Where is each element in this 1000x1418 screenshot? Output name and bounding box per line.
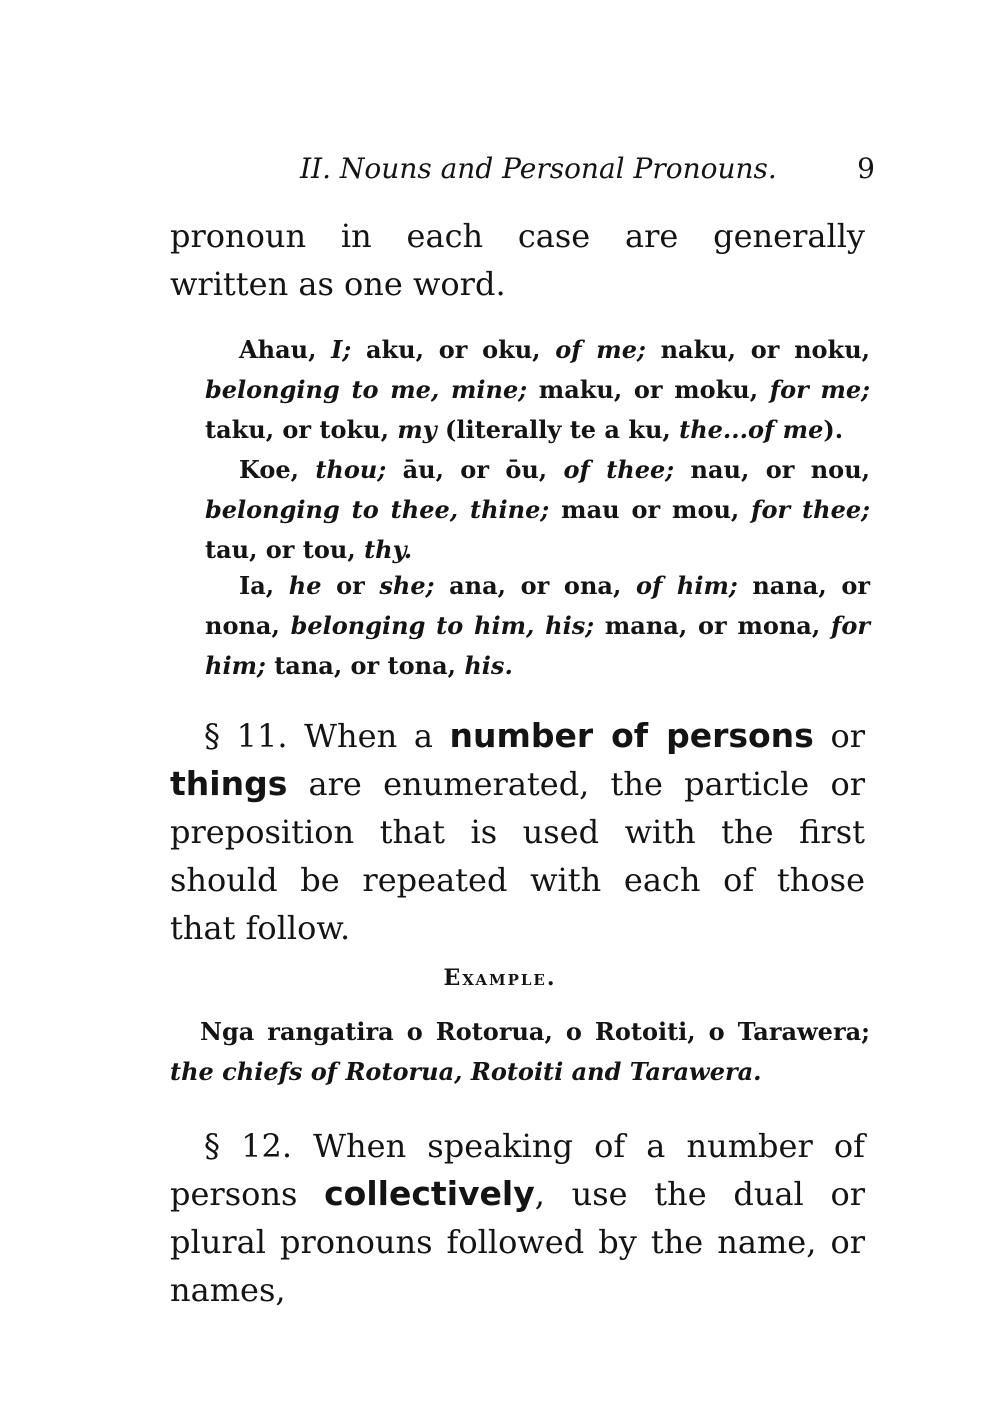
pronoun-gloss: he (288, 571, 337, 600)
pronoun-form: maku, or moku, (538, 375, 770, 404)
pronoun-gloss: my (397, 415, 446, 444)
pronoun-gloss: of me; (555, 335, 661, 364)
pronoun-form: āu, or ōu, (402, 455, 564, 484)
section-12 (170, 1122, 865, 1314)
pronoun-form: Ia, (239, 571, 289, 600)
second-person-pronouns (205, 450, 870, 570)
pronoun-form: mana, or mona, (604, 611, 832, 640)
pronoun-form: taku, or toku, (205, 415, 398, 444)
page-number: 9 (857, 152, 875, 185)
pronoun-form: nau, or nou, (690, 455, 870, 484)
section-number: § 11. (204, 717, 288, 755)
section-11 (170, 712, 865, 952)
pronoun-form: ). (823, 415, 844, 444)
pronoun-gloss: she; (379, 571, 450, 600)
pronoun-gloss: his. (464, 651, 513, 680)
pronoun-gloss: of thee; (563, 455, 691, 484)
third-person-pronouns (205, 566, 870, 686)
section-text: or (813, 717, 865, 755)
pronoun-form: Koe, (239, 455, 316, 484)
section-text: When a (287, 717, 450, 755)
section-text: are enumerated, the particle or preposition that is used with the first should be repeated with each of those that follow. (170, 765, 865, 947)
pronoun-gloss: for thee; (751, 495, 870, 524)
bold-term: collectively (324, 1174, 535, 1213)
pronoun-form: tana, or tona, (274, 651, 465, 680)
pronoun-gloss: of him; (635, 571, 753, 600)
pronoun-form: ana, or ona, (449, 571, 636, 600)
pronoun-form: nana, or nona, (205, 571, 870, 640)
first-person-pronouns (205, 330, 870, 450)
intro-paragraph (170, 212, 865, 308)
bold-term: things (170, 764, 288, 803)
example-heading: Example. (443, 965, 557, 991)
pronoun-form: or (336, 571, 380, 600)
example-english: the chiefs of Rotorua, Rotoiti and Tarawera. (170, 1057, 762, 1086)
pronoun-form: Ahau, (239, 335, 332, 364)
pronoun-gloss: belonging to him, his; (290, 611, 605, 640)
section-number: § 12. (204, 1127, 293, 1165)
section-text: , use the dual or plural pronouns followed by the name, or names, (170, 1175, 865, 1309)
pronoun-form: naku, or noku, (660, 335, 870, 364)
example-maori: Nga rangatira o Rotorua, o Rotoiti, o Tarawera; (200, 1017, 870, 1046)
pronoun-form: aku, or oku, (365, 335, 556, 364)
pronoun-gloss: I; (331, 335, 366, 364)
pronoun-form: (literally te a ku, (445, 415, 680, 444)
pronoun-form: mau or mou, (561, 495, 752, 524)
bold-term: number of persons (449, 716, 814, 755)
pronoun-form: tau, or tou, (205, 535, 365, 564)
running-title: II. Nouns and Personal Pronouns. (300, 152, 777, 185)
pronoun-gloss: for me; (769, 375, 871, 404)
pronoun-gloss: belonging to me, mine; (205, 375, 539, 404)
section-text: When speaking of a number of persons (170, 1127, 866, 1213)
running-head (300, 152, 875, 192)
example-body (170, 1012, 870, 1092)
pronoun-gloss: the...of me (679, 415, 824, 444)
intro-text: pronoun in each case are generally written as one word. (170, 217, 865, 303)
pronoun-gloss: belonging to thee, thine; (205, 495, 562, 524)
pronoun-gloss: for him; (205, 611, 870, 680)
pronoun-gloss: thou; (315, 455, 403, 484)
pronoun-gloss: thy. (364, 535, 413, 564)
